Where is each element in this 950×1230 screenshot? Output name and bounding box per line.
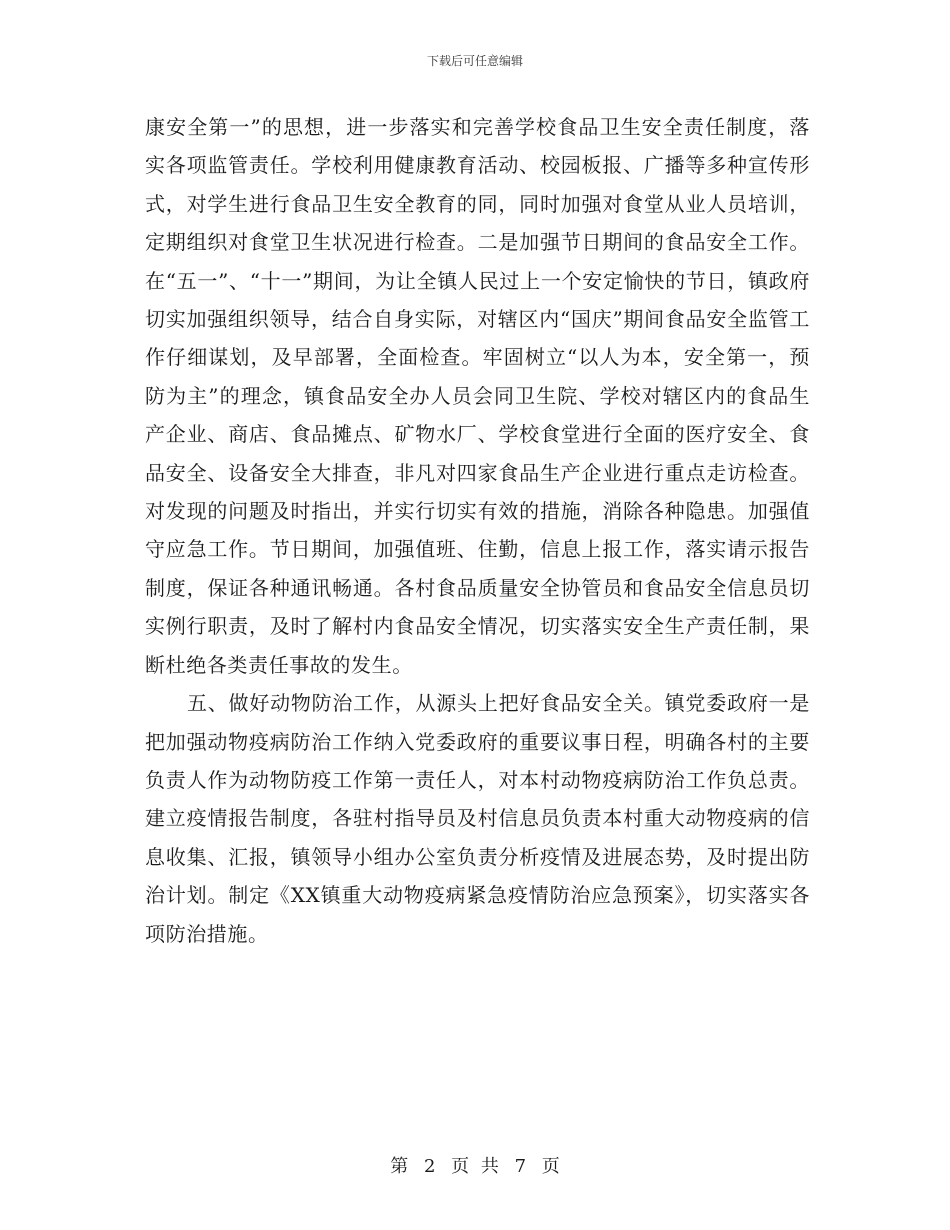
total-pages-number: 7	[514, 1156, 527, 1177]
header-note: 下载后可任意编辑	[426, 54, 523, 68]
current-page-number: 2	[423, 1156, 436, 1177]
page-footer	[0, 1152, 950, 1178]
document-body	[145, 108, 810, 953]
footer-prefix: 第	[390, 1156, 409, 1177]
paragraph-animal-disease-prevention: 五、做好动物防治工作，从源头上把好食品安全关。镇党委政府一是把加强动物疫病防治工作纳入党委政府的重要议事日程，明确各村的主要负责人作为动物防疫工作第一责任人，对本村动物疫病防治工作负总责。建立疫情报告制度，各驻村指导员及村信息员负责本村重大动物疫病的信息收集、汇报，镇领导小组办公室负责分析疫情及进展态势，及时提出防治计划。制定《XX镇重大动物疫病紧急疫情防治应急预案》，切实落实各项防治措施。	[145, 691, 810, 946]
paragraph-food-safety: 康安全第一”的思想，进一步落实和完善学校食品卫生安全责任制度，落实各项监管责任。学校利用健康教育活动、校园板报、广播等多种宣传形式，对学生进行食品卫生安全教育的同，同时加强对食堂从业人员培训，定期组织对食堂卫生状况进行检查。二是加强节日期间的食品安全工作。在“五一”、“十一”期间，为让全镇人民过上一个安定愉快的节日，镇政府切实加强组织领导，结合自身实际，对辖区内“国庆”期间食品安全监管工作仔细谋划，及早部署，全面检查。牢固树立“以人为本，安全第一，预防为主”的理念，镇食品安全办人员会同卫生院、学校对辖区内的食品生产企业、商店、食品摊点、矿物水厂、学校食堂进行全面的医疗安全、食品安全、设备安全大排查，非凡对四家食品生产企业进行重点走访检查。对发现的问题及时指出，并实行切实有效的措施，消除各种隐患。加强值守应急工作。节日期间，加强值班、住勤，信息上报工作，落实请示报告制度，保证各种通讯畅通。各村食品质量安全协管员和食品安全信息员切实例行职责，及时了解村内食品安全情况，切实落实安全生产责任制，果断杜绝各类责任事故的发生。	[145, 115, 810, 677]
footer-middle: 页 共	[451, 1156, 499, 1177]
footer-suffix: 页	[541, 1156, 560, 1177]
